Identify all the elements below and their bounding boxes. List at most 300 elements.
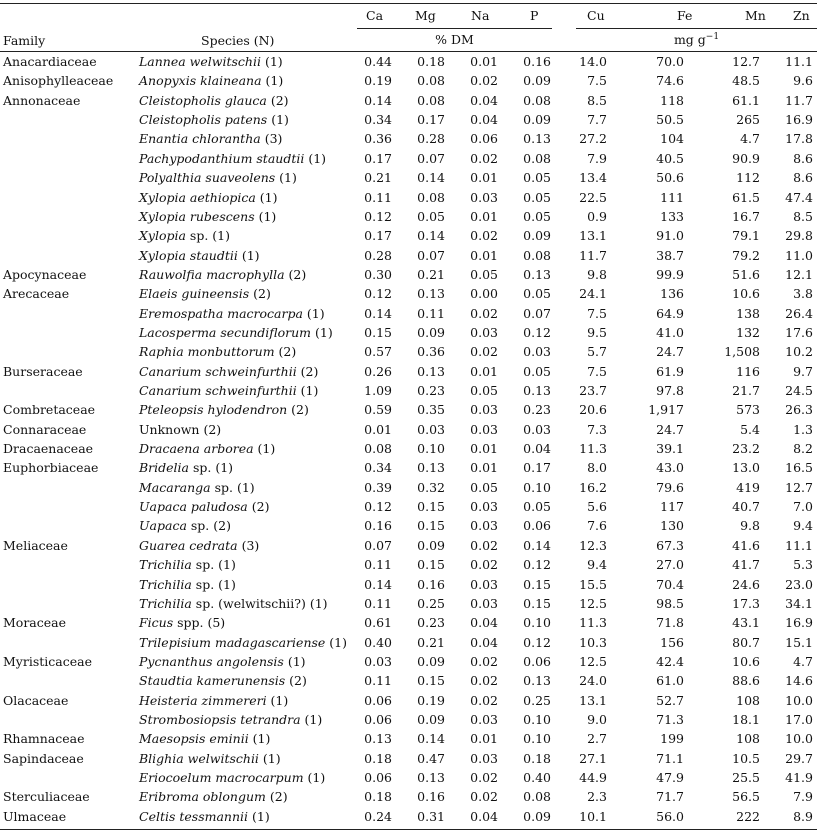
species-cell	[139, 729, 270, 749]
value-fe: 41.0	[656, 324, 684, 340]
value-na: 0.01	[470, 208, 498, 224]
value-na: 0.03	[470, 499, 498, 515]
value-na: 0.03	[470, 576, 498, 592]
species-cell	[139, 284, 271, 304]
value-na: 0.05	[470, 383, 498, 398]
sample-count: (1)	[300, 711, 323, 727]
species-cell	[139, 265, 306, 285]
value-cu: 24.0	[579, 673, 607, 689]
value-ca: 0.01	[364, 421, 392, 437]
value-na: 0.05	[470, 266, 498, 282]
species-name: Heisteria zimmereri	[139, 692, 267, 708]
family-cell: Meliaceae	[3, 537, 68, 553]
value-zn: 3.8	[793, 286, 813, 302]
value-mg: 0.09	[417, 711, 445, 727]
value-cu: 12.5	[579, 653, 607, 669]
value-mn: 61.1	[732, 92, 760, 108]
value-cu: 7.5	[587, 363, 607, 379]
value-p: 0.15	[523, 576, 551, 592]
value-na: 0.01	[470, 363, 498, 379]
value-ca: 0.18	[364, 750, 392, 766]
value-mg: 0.07	[417, 150, 445, 166]
sample-count: (1)	[237, 247, 260, 263]
value-fe: 111	[660, 189, 684, 205]
value-mg: 0.16	[417, 576, 445, 592]
species-name: Canarium schweinfurthii	[139, 383, 297, 398]
value-p: 0.16	[523, 54, 551, 69]
value-na: 0.02	[470, 537, 498, 553]
species-name: Xylopia aethiopica	[139, 189, 256, 205]
value-mn: 43.1	[732, 615, 760, 631]
value-fe: 52.7	[656, 692, 684, 708]
micro-unit-rule	[576, 28, 817, 29]
value-cu: 0.9	[587, 208, 607, 224]
value-zn: 26.4	[785, 305, 813, 321]
value-p: 0.05	[523, 189, 551, 205]
sample-count: (1)	[261, 73, 284, 89]
value-zn: 23.0	[785, 576, 813, 592]
value-cu: 7.6	[587, 518, 607, 534]
value-mg: 0.05	[417, 208, 445, 224]
value-mn: 5.4	[740, 421, 760, 437]
value-mn: 17.3	[732, 595, 760, 611]
value-cu: 9.0	[587, 711, 607, 727]
value-p: 0.05	[523, 286, 551, 302]
family-cell: Anacardiaceae	[3, 54, 97, 69]
value-mg: 0.13	[417, 363, 445, 379]
family-cell: Connaraceae	[3, 421, 87, 437]
value-na: 0.01	[470, 170, 498, 186]
family-cell: Ulmaceae	[3, 808, 67, 824]
sample-count: (2)	[249, 286, 271, 302]
value-zn: 7.9	[793, 789, 813, 805]
value-fe: 117	[660, 499, 684, 515]
value-zn: 8.6	[793, 170, 813, 186]
value-zn: 8.5	[793, 208, 813, 224]
value-zn: 10.0	[785, 731, 813, 747]
species-cell	[139, 362, 318, 382]
value-mg: 0.47	[417, 750, 445, 766]
species-cell	[139, 304, 325, 324]
value-ca: 0.16	[364, 518, 392, 534]
value-ca: 0.44	[364, 54, 392, 69]
value-ca: 0.03	[364, 653, 392, 669]
value-cu: 13.4	[579, 170, 607, 186]
family-cell: Dracaenaceae	[3, 441, 94, 456]
species-name: Blighia welwitschii	[139, 750, 259, 766]
species-name: Xylopia staudtii	[139, 247, 238, 263]
species-name: Trilepisium madagascariense	[139, 634, 326, 650]
value-p: 0.09	[523, 808, 551, 824]
sample-count: (1)	[248, 808, 270, 824]
sample-count: (1)	[255, 189, 278, 205]
value-mn: 41.6	[732, 537, 760, 553]
family-cell: Apocynaceae	[3, 266, 87, 282]
value-mg: 0.31	[417, 808, 445, 824]
value-fe: 61.0	[656, 673, 684, 689]
header-ca: Ca	[366, 8, 384, 23]
value-fe: 47.9	[656, 770, 684, 785]
species-name: Trichilia	[139, 576, 192, 592]
species-name: Uapaca paludosa	[139, 499, 248, 515]
value-fe: 39.1	[656, 441, 684, 456]
value-ca: 0.18	[364, 789, 392, 805]
value-fe: 64.9	[656, 305, 684, 321]
value-zn: 11.1	[785, 537, 813, 553]
value-fe: 71.3	[656, 711, 684, 727]
header-species: Species (N)	[201, 33, 275, 48]
value-mn: 21.7	[732, 383, 760, 398]
species-name: Canarium schweinfurthii	[139, 363, 297, 379]
value-mn: 108	[736, 731, 760, 747]
sample-count: (1)	[267, 112, 289, 128]
value-ca: 0.12	[364, 499, 392, 515]
value-ca: 0.15	[364, 324, 392, 340]
sample-count: (3)	[260, 131, 283, 147]
species-name: Xylopia	[139, 228, 186, 244]
top-rule	[0, 3, 817, 4]
value-cu: 9.5	[587, 324, 607, 340]
value-ca: 0.28	[364, 247, 392, 263]
family-cell: Olacaceae	[3, 692, 69, 708]
species-name: Lannea welwitschii	[139, 54, 261, 69]
macro-unit-rule	[357, 28, 552, 29]
value-p: 0.07	[523, 305, 551, 321]
value-p: 0.04	[523, 441, 551, 456]
sample-count: (2)	[265, 789, 288, 805]
value-p: 0.12	[523, 557, 551, 573]
value-mn: 80.7	[732, 634, 760, 650]
value-zn: 17.6	[785, 324, 813, 340]
sample-count: sp. (1)	[189, 460, 234, 476]
species-name: Maesopsis eminii	[139, 731, 249, 747]
value-na: 0.06	[470, 131, 498, 147]
value-fe: 42.4	[656, 653, 684, 669]
value-zn: 10.2	[785, 344, 813, 360]
value-cu: 24.1	[579, 286, 607, 302]
species-cell	[139, 497, 269, 517]
sample-count: (1)	[253, 441, 276, 456]
value-cu: 11.7	[579, 247, 607, 263]
value-zn: 14.6	[785, 673, 813, 689]
sample-count: sp. (2)	[186, 518, 231, 534]
value-zn: 8.2	[793, 441, 813, 456]
family-cell: Arecaceae	[3, 286, 70, 302]
species-cell	[139, 91, 289, 111]
value-ca: 0.59	[364, 402, 392, 418]
value-zn: 15.1	[785, 634, 813, 650]
sample-count: (1)	[296, 383, 319, 398]
value-zn: 1.3	[793, 421, 813, 437]
value-mn: 90.9	[732, 150, 760, 166]
value-mg: 0.08	[417, 189, 445, 205]
value-zn: 11.0	[785, 247, 813, 263]
value-ca: 0.36	[364, 131, 392, 147]
value-fe: 67.3	[656, 537, 684, 553]
value-mg: 0.21	[417, 266, 445, 282]
value-p: 0.08	[523, 789, 551, 805]
species-name: Pteleopsis hylodendron	[139, 402, 288, 418]
value-ca: 0.39	[364, 479, 392, 495]
sample-count: (1)	[311, 324, 333, 340]
bottom-rule	[0, 829, 817, 830]
header-unit-micro: mg $g^{-1}$	[673, 32, 720, 47]
value-na: 0.03	[470, 421, 498, 437]
header-na: Na	[471, 8, 490, 23]
species-cell	[139, 129, 282, 149]
species-name: Bridelia	[139, 460, 190, 476]
value-cu: 11.3	[579, 615, 607, 631]
value-mg: 0.36	[417, 344, 445, 360]
value-ca: 0.14	[364, 92, 392, 108]
value-mn: 13.0	[732, 460, 760, 476]
value-p: 0.13	[523, 266, 551, 282]
value-p: 0.18	[523, 750, 551, 766]
value-p: 0.06	[523, 518, 551, 534]
value-cu: 8.5	[587, 92, 607, 108]
value-fe: 27.0	[656, 557, 684, 573]
sample-count: (1)	[260, 54, 283, 69]
value-mn: 10.5	[732, 750, 760, 766]
species-cell	[139, 536, 259, 556]
value-mg: 0.15	[417, 557, 445, 573]
value-mn: 112	[736, 170, 760, 186]
value-na: 0.00	[470, 286, 498, 302]
value-mn: 222	[736, 808, 760, 824]
value-mg: 0.08	[417, 73, 445, 89]
value-zn: 17.0	[785, 711, 813, 727]
header-cu: Cu	[587, 8, 605, 23]
value-mg: 0.35	[417, 402, 445, 418]
value-ca: 0.11	[364, 595, 392, 611]
value-zn: 41.9	[785, 770, 813, 785]
value-ca: 0.11	[364, 189, 392, 205]
value-mg: 0.07	[417, 247, 445, 263]
family-cell: Rhamnaceae	[3, 731, 85, 747]
family-cell: Annonaceae	[3, 92, 81, 108]
value-mn: 51.6	[732, 266, 760, 282]
value-cu: 11.3	[579, 441, 607, 456]
value-cu: 22.5	[579, 189, 607, 205]
value-fe: 91.0	[656, 228, 684, 244]
value-zn: 11.1	[785, 54, 813, 69]
sample-count: (1)	[302, 305, 325, 321]
value-zn: 4.7	[793, 653, 813, 669]
value-mg: 0.08	[417, 92, 445, 108]
species-cell	[139, 478, 255, 498]
value-mn: 56.5	[732, 789, 760, 805]
sample-count: (2)	[247, 499, 270, 515]
value-cu: 10.1	[579, 808, 607, 824]
sample-count: (2)	[266, 92, 289, 108]
value-zn: 29.7	[785, 750, 813, 766]
header-unit-macro: % DM	[435, 32, 474, 47]
value-mg: 0.23	[417, 383, 445, 398]
value-ca: 0.06	[364, 770, 392, 785]
value-na: 0.04	[470, 112, 498, 128]
value-mg: 0.19	[417, 692, 445, 708]
species-cell	[139, 400, 309, 420]
value-zn: 9.6	[793, 73, 813, 89]
value-mg: 0.28	[417, 131, 445, 147]
value-mg: 0.25	[417, 595, 445, 611]
value-cu: 10.3	[579, 634, 607, 650]
value-fe: 136	[660, 286, 684, 302]
sample-count: sp. (welwitschii?) (1)	[191, 595, 328, 611]
value-ca: 0.06	[364, 711, 392, 727]
value-p: 0.09	[523, 112, 551, 128]
sample-count: (1)	[248, 731, 271, 747]
value-fe: 118	[660, 92, 684, 108]
value-na: 0.01	[470, 247, 498, 263]
value-fe: 133	[660, 208, 684, 224]
header-fe: Fe	[677, 8, 693, 23]
value-zn: 17.8	[785, 131, 813, 147]
family-cell: Euphorbiaceae	[3, 460, 99, 476]
value-fe: 50.5	[656, 112, 684, 128]
species-name: Trichilia	[139, 557, 192, 573]
value-cu: 7.5	[587, 73, 607, 89]
value-mn: 18.1	[732, 711, 760, 727]
value-mn: 79.1	[732, 228, 760, 244]
sample-count: (1)	[254, 208, 277, 224]
value-p: 0.05	[523, 170, 551, 186]
species-cell	[139, 71, 283, 91]
value-zn: 12.1	[785, 266, 813, 282]
sample-count: (1)	[325, 634, 347, 650]
value-ca: 0.17	[364, 150, 392, 166]
value-ca: 0.24	[364, 808, 392, 824]
sample-count: (1)	[303, 770, 326, 785]
species-cell	[139, 226, 230, 246]
value-mn: 4.7	[740, 131, 760, 147]
value-mn: 40.7	[732, 499, 760, 515]
value-p: 0.23	[523, 402, 551, 418]
species-name: Uapaca	[139, 518, 187, 534]
value-mg: 0.14	[417, 170, 445, 186]
value-fe: 98.5	[656, 595, 684, 611]
species-name: Trichilia	[139, 595, 192, 611]
value-p: 0.05	[523, 363, 551, 379]
value-zn: 7.0	[793, 499, 813, 515]
value-mn: 10.6	[732, 286, 760, 302]
value-p: 0.03	[523, 344, 551, 360]
value-p: 0.25	[523, 692, 551, 708]
header-zn: Zn	[793, 8, 810, 23]
value-ca: 0.34	[364, 112, 392, 128]
value-p: 0.13	[523, 383, 551, 398]
value-mg: 0.13	[417, 286, 445, 302]
species-cell	[139, 652, 306, 672]
species-cell	[139, 555, 236, 575]
header-p: P	[530, 8, 539, 23]
value-fe: 199	[660, 731, 684, 747]
value-zn: 11.7	[785, 92, 813, 108]
value-fe: 24.7	[656, 421, 684, 437]
species-name: Anopyxis klaineana	[139, 73, 262, 89]
value-ca: 0.14	[364, 576, 392, 592]
species-cell	[139, 787, 288, 807]
value-ca: 0.57	[364, 344, 392, 360]
value-cu: 13.1	[579, 228, 607, 244]
species-cell	[139, 768, 325, 788]
value-mn: 41.7	[732, 557, 760, 573]
value-mg: 0.03	[417, 421, 445, 437]
value-mn: 16.7	[732, 208, 760, 224]
value-mg: 0.32	[417, 479, 445, 495]
value-p: 0.12	[523, 634, 551, 650]
value-fe: 104	[660, 131, 684, 147]
value-cu: 9.8	[587, 266, 607, 282]
header-mg: Mg	[415, 8, 436, 23]
species-name: Celtis tessmannii	[139, 808, 249, 824]
value-na: 0.02	[470, 150, 498, 166]
value-ca: 0.07	[364, 537, 392, 553]
value-mg: 0.21	[417, 634, 445, 650]
sample-count: (2)	[285, 673, 307, 689]
value-mn: 9.8	[740, 518, 760, 534]
value-mg: 0.16	[417, 789, 445, 805]
value-na: 0.04	[470, 615, 498, 631]
sample-count: Unknown (2)	[139, 421, 222, 437]
value-p: 0.10	[523, 711, 551, 727]
value-fe: 130	[660, 518, 684, 534]
value-cu: 27.2	[579, 131, 607, 147]
value-fe: 24.7	[656, 344, 684, 360]
value-na: 0.02	[470, 770, 498, 785]
value-p: 0.14	[523, 537, 551, 553]
value-p: 0.08	[523, 92, 551, 108]
value-fe: 71.8	[656, 615, 684, 631]
sample-count: (1)	[258, 750, 281, 766]
value-cu: 7.7	[587, 112, 607, 128]
value-na: 0.03	[470, 402, 498, 418]
value-p: 0.03	[523, 421, 551, 437]
sample-count: sp. (1)	[191, 576, 236, 592]
value-na: 0.02	[470, 557, 498, 573]
value-zn: 5.3	[793, 557, 813, 573]
value-mn: 24.6	[732, 576, 760, 592]
value-mg: 0.09	[417, 653, 445, 669]
value-mg: 0.15	[417, 673, 445, 689]
sample-count: (2)	[287, 402, 309, 418]
value-p: 0.09	[523, 228, 551, 244]
species-name: Lacosperma secundiflorum	[139, 324, 312, 340]
value-zn: 24.5	[785, 383, 813, 398]
value-mn: 138	[736, 305, 760, 321]
species-cell	[139, 749, 281, 769]
value-ca: 0.12	[364, 208, 392, 224]
value-mn: 265	[736, 112, 760, 128]
value-na: 0.04	[470, 92, 498, 108]
value-na: 0.03	[470, 711, 498, 727]
value-p: 0.09	[523, 73, 551, 89]
value-mn: 12.7	[732, 54, 760, 69]
value-ca: 0.61	[364, 615, 392, 631]
species-cell	[139, 207, 276, 227]
species-name: Cleistopholis patens	[139, 112, 268, 128]
value-mg: 0.09	[417, 537, 445, 553]
value-na: 0.02	[470, 228, 498, 244]
species-cell	[139, 52, 283, 72]
species-name: Pachypodanthium staudtii	[139, 150, 305, 166]
value-na: 0.03	[470, 189, 498, 205]
species-name: Polyalthia suaveolens	[139, 170, 276, 186]
family-cell: Moraceae	[3, 615, 67, 631]
value-p: 0.13	[523, 131, 551, 147]
value-zn: 26.3	[785, 402, 813, 418]
value-na: 0.02	[470, 673, 498, 689]
